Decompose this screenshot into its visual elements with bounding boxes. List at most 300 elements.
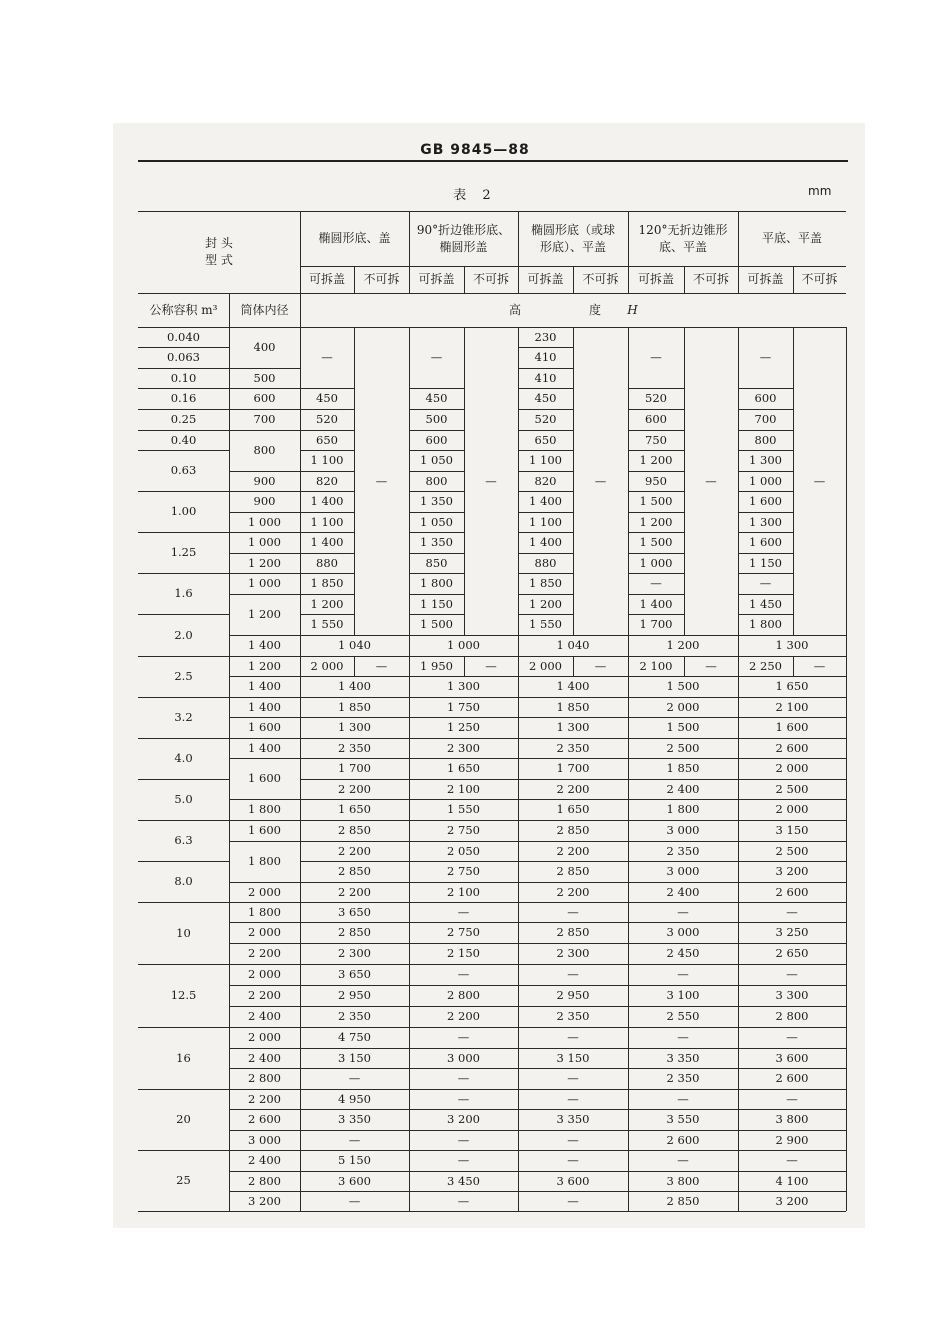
nominal-volume-cell: 1.00 xyxy=(170,504,197,518)
non-removable-dash-cell: — xyxy=(813,473,826,488)
merged-height-cell: 3 300 xyxy=(775,988,809,1002)
nominal-volume-cell: 0.25 xyxy=(170,412,197,426)
merged-height-cell: 1 750 xyxy=(447,699,480,714)
unit-label: mm xyxy=(808,184,832,198)
value-row-line xyxy=(518,594,573,595)
head-group-2 xyxy=(409,211,518,266)
merged-height-cell: 3 150 xyxy=(338,1050,371,1065)
non-removable-dash-cell: — xyxy=(375,473,388,488)
merged-height-cell: 3 800 xyxy=(666,1173,700,1188)
height-value-cell: 850 xyxy=(425,555,448,570)
value-row-line xyxy=(409,491,464,492)
merged-height-cell: — xyxy=(457,1193,470,1208)
value-row-line xyxy=(738,471,793,472)
nominal-volume-cell: 0.040 xyxy=(167,329,200,344)
merged-height-cell: 1 300 xyxy=(447,679,480,693)
merged-height-cell: 1 300 xyxy=(556,720,590,734)
height-value-cell: 2 100 xyxy=(639,658,673,673)
value-row-line xyxy=(409,594,464,595)
merged-height-cell: 2 500 xyxy=(666,740,700,755)
grid-line xyxy=(518,676,519,1211)
merged-height-cell: 1 700 xyxy=(556,761,590,775)
merged-height-cell: — xyxy=(786,1030,798,1044)
shell-diameter-cell: 3 000 xyxy=(248,1132,281,1147)
removable-dash-cell: — xyxy=(759,350,772,364)
merged-height-cell: 2 800 xyxy=(775,1009,809,1023)
merged-height-cell: 3 150 xyxy=(775,823,809,837)
shell-diameter-cell: 2 000 xyxy=(248,1030,281,1044)
merged-height-cell: 2 050 xyxy=(447,843,480,858)
height-value-cell: 650 xyxy=(534,432,557,447)
nominal-volume-cell: 5.0 xyxy=(174,792,193,806)
merged-height-cell: 3 000 xyxy=(447,1050,480,1065)
merged-height-cell: — xyxy=(457,1132,470,1147)
height-value-cell: 1 300 xyxy=(749,514,782,529)
merged-height-cell: — xyxy=(457,904,470,919)
shell-diameter-cell: 1 200 xyxy=(248,607,281,621)
grid-line xyxy=(628,656,629,676)
height-value-cell: 650 xyxy=(316,432,338,447)
non-removable-label: 不可拆 xyxy=(582,272,619,286)
head-group-line: 90°折边锥形底、 xyxy=(416,222,511,237)
merged-height-cell: — xyxy=(567,1153,579,1167)
height-value-cell: 600 xyxy=(645,412,667,426)
merged-height-cell: 2 200 xyxy=(338,884,371,899)
non-removable-label: 不可拆 xyxy=(692,272,729,286)
grid-line xyxy=(738,656,739,676)
height-value-cell: 820 xyxy=(316,473,338,488)
grid-line xyxy=(846,676,847,1211)
merged-height-cell: 3 650 xyxy=(338,967,371,981)
merged-height-cell: 2 000 xyxy=(775,761,809,775)
value-row-line xyxy=(738,553,793,554)
merged-height-cell: 1 850 xyxy=(338,699,371,714)
merged-height-cell: 1 250 xyxy=(447,720,480,734)
shell-diameter-cell: 3 200 xyxy=(248,1193,281,1208)
merged-height-cell: 2 600 xyxy=(775,1071,809,1085)
nominal-volume-cell: 10 xyxy=(176,925,191,940)
shell-diameter-cell: 2 600 xyxy=(248,1112,281,1126)
standard-number: GB 9845—88 xyxy=(420,142,530,158)
merged-height-cell: 2 900 xyxy=(775,1132,809,1147)
merged-height-cell: 2 500 xyxy=(775,781,809,796)
value-row-line xyxy=(738,594,793,595)
shell-diameter-cell: 700 xyxy=(253,412,276,426)
nominal-volume-cell: 0.40 xyxy=(170,432,197,447)
shell-diameter-cell: 1 200 xyxy=(248,658,281,673)
value-row-line xyxy=(300,594,354,595)
height-value-cell: 1 700 xyxy=(639,617,673,631)
grid-line xyxy=(628,635,629,656)
merged-height-cell: 1 300 xyxy=(775,638,809,652)
height-value-cell: 1 200 xyxy=(639,453,673,467)
table-title: 表 2 xyxy=(453,188,497,203)
merged-height-cell: 1 600 xyxy=(775,720,809,734)
height-label-2: 度 xyxy=(588,302,601,317)
merged-height-cell: 1 000 xyxy=(447,638,480,652)
grid-line xyxy=(409,635,410,656)
height-value-cell: 1 600 xyxy=(749,494,782,508)
height-label-1: 高 xyxy=(508,302,521,317)
merged-height-cell: — xyxy=(677,967,689,981)
grid-line xyxy=(738,676,739,1211)
shell-diameter-cell: 900 xyxy=(253,494,276,508)
head-group-line: 形底）、平盖 xyxy=(539,239,606,254)
value-row-line xyxy=(409,388,464,389)
height-value-cell: 1 100 xyxy=(529,514,562,529)
value-row-line xyxy=(409,512,464,513)
height-value-cell: 1 400 xyxy=(310,535,344,549)
merged-height-cell: — xyxy=(567,967,579,981)
nominal-volume-cell: 16 xyxy=(176,1050,191,1065)
non-removable-label: 不可拆 xyxy=(363,272,400,286)
shell-diameter-cell: 2 000 xyxy=(248,967,281,981)
merged-height-cell: — xyxy=(567,904,579,919)
merged-height-cell: 3 100 xyxy=(666,988,700,1002)
head-type-line2: 型 式 xyxy=(205,253,233,267)
merged-height-cell: 2 200 xyxy=(556,884,590,899)
shell-diameter-cell: 1 600 xyxy=(248,720,281,734)
value-row-line xyxy=(300,430,354,431)
removable-dash-cell: — xyxy=(650,350,662,364)
merged-height-cell: 1 400 xyxy=(556,679,590,693)
merged-height-cell: 2 950 xyxy=(556,988,590,1002)
shell-diameter-cell: 1 400 xyxy=(248,679,281,693)
value-row-line xyxy=(518,471,573,472)
height-value-cell: 1 600 xyxy=(749,535,782,549)
merged-height-cell: 2 150 xyxy=(447,946,480,960)
shell-diameter-cell: 2 200 xyxy=(248,946,281,960)
grid-line xyxy=(409,388,410,635)
merged-height-cell: 2 550 xyxy=(666,1009,700,1023)
height-value-cell: 450 xyxy=(425,391,448,405)
merged-height-cell: 1 650 xyxy=(447,761,480,775)
merged-height-cell: — xyxy=(567,1091,579,1106)
merged-height-cell: 2 350 xyxy=(338,740,371,755)
value-row-line xyxy=(738,409,793,410)
shell-diameter-cell: 2 400 xyxy=(248,1153,281,1167)
merged-height-cell: — xyxy=(348,1132,361,1147)
shell-diameter-cell: 2 800 xyxy=(248,1173,281,1188)
merged-height-cell: 1 650 xyxy=(556,802,590,816)
non-removable-label: 不可拆 xyxy=(801,272,838,286)
shell-diameter-cell: 2 000 xyxy=(248,884,281,899)
value-row-line xyxy=(409,553,464,554)
value-row-line xyxy=(518,368,573,369)
head-group-3 xyxy=(518,211,628,266)
merged-height-cell: 1 850 xyxy=(666,761,700,775)
head-group-line: 椭圆形底（或球 xyxy=(530,222,615,237)
height-value-cell: 1 800 xyxy=(420,576,453,590)
height-value-cell: 1 850 xyxy=(310,576,344,590)
height-value-cell: 1 200 xyxy=(639,514,673,529)
height-value-cell: 1 550 xyxy=(529,617,562,631)
value-row-line xyxy=(409,573,464,574)
merged-height-cell: — xyxy=(348,1193,361,1208)
removable-cover-label: 可拆盖 xyxy=(527,272,564,286)
value-row-line xyxy=(409,532,464,533)
shell-diameter-cell: 1 000 xyxy=(248,535,281,549)
merged-height-cell: 1 500 xyxy=(666,720,700,734)
value-row-line xyxy=(628,430,684,431)
value-row-line xyxy=(518,347,573,348)
shell-diameter-cell: 800 xyxy=(253,443,276,457)
nominal-volume-cell: 0.10 xyxy=(170,370,197,385)
non-removable-dash-cell: — xyxy=(705,658,717,673)
merged-height-cell: 3 550 xyxy=(666,1112,700,1126)
merged-height-cell: 1 400 xyxy=(338,679,371,693)
merged-height-cell: 2 100 xyxy=(447,781,480,796)
grid-line xyxy=(518,656,519,676)
height-value-cell: 1 150 xyxy=(749,555,782,570)
value-row-line xyxy=(409,450,464,451)
value-row-line xyxy=(300,614,354,615)
merged-height-cell: 2 850 xyxy=(338,925,371,939)
value-row-line xyxy=(300,532,354,533)
value-row-line xyxy=(738,450,793,451)
value-row-line xyxy=(300,512,354,513)
value-row-line xyxy=(628,388,684,389)
merged-height-cell: 3 600 xyxy=(338,1173,371,1188)
height-value-cell: 1 050 xyxy=(420,453,453,467)
merged-height-cell: 1 040 xyxy=(338,638,371,652)
value-row-line xyxy=(518,409,573,410)
merged-height-cell: 2 400 xyxy=(666,781,700,796)
non-removable-dash-cell: — xyxy=(594,658,607,673)
height-value-cell: 820 xyxy=(534,473,557,488)
merged-height-cell: — xyxy=(786,967,798,981)
nominal-volume-cell: 0.063 xyxy=(167,350,200,364)
shell-diameter-cell: 1 600 xyxy=(248,823,281,837)
grid-line xyxy=(628,388,629,635)
height-value-cell: 1 350 xyxy=(420,494,453,508)
merged-height-cell: 1 650 xyxy=(338,802,371,816)
merged-height-cell: 2 600 xyxy=(775,884,809,899)
height-value-cell: 800 xyxy=(425,473,448,488)
merged-height-cell: 3 000 xyxy=(666,925,700,939)
height-value-cell: — xyxy=(759,576,772,590)
height-value-cell: 1 300 xyxy=(749,453,782,467)
shell-diameter-cell: 1 000 xyxy=(248,514,281,529)
merged-height-cell: — xyxy=(677,904,689,919)
non-removable-dash-cell: — xyxy=(485,473,497,488)
value-row-line xyxy=(300,491,354,492)
grid-line xyxy=(518,635,519,656)
merged-height-cell: 3 350 xyxy=(666,1050,700,1065)
merged-height-cell: — xyxy=(567,1030,579,1044)
height-value-cell: 520 xyxy=(645,391,667,405)
head-group-line: 椭圆形底、盖 xyxy=(318,231,391,245)
head-type-label xyxy=(138,211,300,293)
merged-height-cell: 4 750 xyxy=(338,1030,371,1044)
value-row-line xyxy=(628,573,684,574)
value-row-line xyxy=(628,512,684,513)
value-row-line xyxy=(518,491,573,492)
grid-line xyxy=(409,656,410,676)
height-value-cell: 1 500 xyxy=(420,617,453,631)
height-value-cell: 1 950 xyxy=(420,658,453,673)
height-value-cell: 800 xyxy=(754,432,777,447)
value-row-line xyxy=(518,532,573,533)
value-row-line xyxy=(518,573,573,574)
height-value-cell: 880 xyxy=(316,555,338,570)
height-value-cell: 1 400 xyxy=(310,494,344,508)
merged-height-cell: 2 100 xyxy=(447,884,480,899)
nominal-volume-cell: 25 xyxy=(176,1173,191,1187)
nominal-volume-cell: 0.63 xyxy=(170,463,197,477)
merged-height-cell: 2 850 xyxy=(338,823,371,837)
height-value-cell: 2 250 xyxy=(749,658,782,673)
height-value-cell: 880 xyxy=(534,555,557,570)
merged-height-cell: 2 750 xyxy=(447,925,480,939)
merged-height-cell: 1 300 xyxy=(338,720,371,734)
merged-height-cell: — xyxy=(786,904,798,919)
height-value-cell: 1 000 xyxy=(749,473,782,488)
height-value-cell: 230 xyxy=(534,329,557,344)
shell-diameter-cell: 1 600 xyxy=(248,771,281,785)
value-row-line xyxy=(518,512,573,513)
height-value-cell: 700 xyxy=(754,412,777,426)
height-value-cell: 500 xyxy=(425,412,448,426)
height-value-cell: 2 000 xyxy=(310,658,344,673)
shell-diameter-cell: 1 800 xyxy=(248,802,281,816)
merged-height-cell: 3 800 xyxy=(775,1112,809,1126)
value-row-line xyxy=(738,430,793,431)
grid-line xyxy=(300,388,301,635)
height-value-cell: 1 400 xyxy=(639,596,673,611)
merged-height-cell: — xyxy=(786,1153,798,1167)
grid-line xyxy=(846,656,847,676)
value-row-line xyxy=(409,409,464,410)
merged-height-cell: 2 350 xyxy=(666,1071,700,1085)
merged-height-cell: 3 000 xyxy=(666,864,700,878)
merged-height-cell: 2 350 xyxy=(556,740,590,755)
height-value-cell: 410 xyxy=(534,350,557,364)
merged-height-cell: 2 850 xyxy=(556,864,590,878)
grid-line xyxy=(738,388,739,635)
grid-line xyxy=(300,656,301,676)
shell-diameter-cell: 1 800 xyxy=(248,854,281,868)
merged-height-cell: 2 000 xyxy=(775,802,809,816)
merged-height-cell: 2 300 xyxy=(556,946,590,960)
nominal-volume-cell: 8.0 xyxy=(174,874,193,888)
value-top-line xyxy=(300,327,846,328)
head-type-line1: 封 头 xyxy=(205,236,233,250)
shell-diameter-cell: 1 200 xyxy=(248,555,281,570)
merged-height-cell: 1 200 xyxy=(666,638,700,652)
nominal-volume-cell: 20 xyxy=(176,1112,191,1126)
head-group-5 xyxy=(738,211,846,266)
grid-line xyxy=(300,676,301,1211)
merged-height-cell: 3 600 xyxy=(775,1050,809,1065)
value-row-line xyxy=(518,553,573,554)
shell-diameter-label: 筒体内径 xyxy=(240,302,289,317)
value-row-line xyxy=(409,471,464,472)
merged-height-cell: 2 350 xyxy=(666,843,700,858)
value-row-line xyxy=(518,614,573,615)
shell-diameter-cell: 2 400 xyxy=(248,1050,281,1065)
merged-height-cell: 5 150 xyxy=(338,1153,371,1167)
value-row-line xyxy=(300,471,354,472)
height-value-cell: 1 150 xyxy=(420,596,453,611)
merged-height-cell: 3 150 xyxy=(556,1050,590,1065)
non-removable-dash-cell: — xyxy=(375,658,388,673)
merged-height-cell: 1 500 xyxy=(666,679,700,693)
height-value-cell: 1 000 xyxy=(639,555,673,570)
grid-line xyxy=(300,635,301,656)
removable-dash-cell: — xyxy=(321,350,333,364)
grid-line xyxy=(738,635,739,656)
value-row-line xyxy=(738,388,793,389)
merged-height-cell: 2 200 xyxy=(338,843,371,858)
value-row-line xyxy=(628,450,684,451)
value-row-line xyxy=(300,388,354,389)
height-value-cell: 1 050 xyxy=(420,514,453,529)
value-row-line xyxy=(628,614,684,615)
merged-height-cell: 4 950 xyxy=(338,1091,371,1106)
merged-height-cell: 2 450 xyxy=(666,946,700,960)
height-value-cell: 1 200 xyxy=(310,596,344,611)
merged-height-cell: 2 300 xyxy=(338,946,371,960)
merged-height-cell: 2 650 xyxy=(775,946,809,960)
height-value-cell: 1 400 xyxy=(529,494,562,508)
nominal-volume-cell: 1.25 xyxy=(170,545,197,559)
height-value-cell: 1 800 xyxy=(749,617,782,631)
non-removable-dash-cell: — xyxy=(485,658,497,673)
merged-height-cell: 3 200 xyxy=(775,1193,809,1208)
value-row-line xyxy=(628,409,684,410)
shell-diameter-cell: 2 800 xyxy=(248,1071,281,1085)
merged-height-cell: 2 200 xyxy=(447,1009,480,1023)
height-value-cell: 1 100 xyxy=(310,453,344,467)
merged-height-cell: 2 750 xyxy=(447,823,480,837)
merged-height-cell: 1 700 xyxy=(338,761,371,775)
shell-diameter-cell: 1 000 xyxy=(248,576,281,590)
value-row-line xyxy=(738,614,793,615)
value-row-line xyxy=(738,573,793,574)
head-group-line: 平底、平盖 xyxy=(761,231,822,245)
merged-height-cell: 2 750 xyxy=(447,864,480,878)
merged-height-cell: 2 350 xyxy=(338,1009,371,1023)
grid-line xyxy=(300,293,301,327)
merged-height-cell: 2 000 xyxy=(666,699,700,714)
head-group-line: 底、平盖 xyxy=(658,239,707,254)
height-value-cell: 750 xyxy=(645,432,667,447)
height-value-cell: 520 xyxy=(534,412,557,426)
merged-height-cell: 1 850 xyxy=(556,699,590,714)
grid-line xyxy=(354,656,355,676)
merged-height-cell: 2 850 xyxy=(556,823,590,837)
value-row-line xyxy=(518,450,573,451)
head-group-line: 120°无折边锥形 xyxy=(638,222,728,237)
shell-diameter-cell: 2 000 xyxy=(248,925,281,939)
grid-line xyxy=(793,656,794,676)
merged-height-cell: — xyxy=(457,1153,470,1167)
height-value-cell: 450 xyxy=(316,391,338,405)
height-value-cell: 950 xyxy=(645,473,667,488)
height-value-cell: 1 500 xyxy=(639,494,673,508)
grid-line xyxy=(846,635,847,656)
merged-height-cell: 3 450 xyxy=(447,1173,480,1188)
value-row-line xyxy=(518,388,573,389)
height-value-cell: 1 550 xyxy=(310,617,344,631)
merged-height-cell: — xyxy=(677,1030,689,1044)
height-value-cell: 1 450 xyxy=(749,596,782,611)
merged-height-cell: — xyxy=(567,1071,579,1085)
grid-line xyxy=(573,656,574,676)
grid-line xyxy=(518,327,519,635)
merged-height-cell: 2 350 xyxy=(556,1009,590,1023)
